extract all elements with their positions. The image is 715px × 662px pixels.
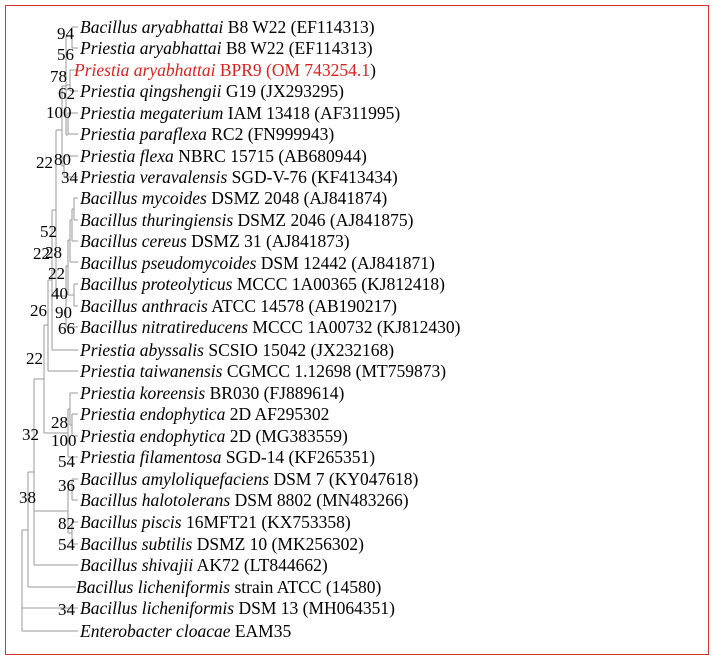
bootstrap-value: 26: [30, 301, 47, 320]
taxon-label: [80, 598, 395, 618]
bootstrap-value: 52: [40, 222, 57, 241]
taxon-label: [80, 317, 461, 337]
bootstrap-value: 78: [50, 67, 67, 86]
taxon-detail: B8 W22 (EF114313): [221, 38, 373, 58]
taxon-detail: SGD-V-76 (KF413434): [227, 167, 398, 187]
taxon-label: [79, 103, 400, 123]
bootstrap-value: 90: [55, 303, 72, 322]
taxon-species: Priestia filamentosa: [80, 447, 222, 467]
bootstrap-value: 82: [58, 514, 75, 533]
bootstrap-value: 22: [48, 264, 65, 283]
bootstrap-value: 28: [51, 413, 68, 432]
taxon-detail: CGMCC 1.12698 (MT759873): [222, 361, 447, 381]
taxon-detail: G19 (JX293295): [221, 81, 344, 101]
taxon-species: Bacillus licheniformis: [80, 598, 235, 618]
taxon-species: Bacillus pseudomycoides: [80, 253, 257, 273]
taxon-label: [79, 146, 367, 166]
taxon-detail: BR030 (FJ889614): [205, 383, 345, 403]
taxon-species: Priestia endophytica: [80, 404, 226, 424]
bootstrap-value: 66: [58, 319, 75, 338]
taxon-label: [79, 447, 375, 467]
taxon-species: Priestia taiwanensis: [80, 361, 223, 381]
bootstrap-value: 32: [22, 425, 39, 444]
taxon-detail: EAM35: [230, 621, 292, 641]
taxon-species: Bacillus piscis: [80, 512, 182, 532]
bootstrap-value: 94: [57, 24, 74, 43]
bootstrap-value: 34: [61, 168, 78, 187]
taxon-label: [73, 60, 376, 80]
taxon-detail: DSMZ 2046 (AJ841875): [233, 210, 414, 230]
taxon-species: Priestia aryabhattai: [74, 60, 216, 80]
taxon-species: Priestia flexa: [80, 146, 174, 166]
bootstrap-value: 54: [58, 452, 75, 471]
bootstrap-value: 62: [58, 84, 75, 103]
bootstrap-value: 22: [36, 153, 53, 172]
bootstrap-value: 56: [57, 45, 74, 64]
taxon-label: [79, 361, 446, 381]
taxon-species: Bacillus mycoides: [80, 188, 207, 208]
taxon-label: [79, 340, 394, 360]
taxon-label: [80, 17, 375, 37]
taxon-label: [79, 38, 373, 58]
taxon-detail: NBRC 15715 (AB680944): [173, 146, 367, 166]
bootstrap-value: 40: [51, 284, 68, 303]
bootstrap-value: 22: [26, 349, 43, 368]
bootstrap-value: 100: [46, 103, 72, 122]
taxon-label: [80, 274, 445, 294]
taxon-label: [79, 383, 344, 403]
taxon-detail: DSM 12442 (AJ841871): [256, 253, 435, 273]
taxon-species: Enterobacter cloacae: [80, 621, 231, 641]
taxon-species: Bacillus halotolerans: [80, 490, 231, 510]
taxon-label: [79, 167, 398, 187]
bootstrap-value: 38: [19, 488, 36, 507]
taxon-label: [80, 210, 414, 230]
taxon-species: Priestia endophytica: [80, 426, 226, 446]
taxon-species: Priestia qingshengii: [80, 81, 222, 101]
taxon-species: Bacillus shivajii: [80, 555, 194, 575]
taxon-detail: DSMZ 31 (AJ841873): [186, 231, 350, 251]
taxon-detail: SCSIO 15042 (JX232168): [203, 340, 395, 360]
taxon-label: [79, 404, 329, 424]
taxon-detail: B8 W22 (EF114313): [223, 17, 375, 37]
bootstrap-value: 36: [58, 476, 75, 495]
taxon-detail: DSM 7 (KY047618): [269, 469, 419, 489]
taxon-species: Bacillus proteolyticus: [80, 274, 233, 294]
taxon-label: [80, 188, 387, 208]
taxon-detail: SGD-14 (KF265351): [221, 447, 376, 467]
taxon-species: Bacillus aryabhattai: [80, 17, 224, 37]
taxon-species: Bacillus thuringiensis: [80, 210, 234, 230]
taxon-detail: AK72 (LT844662): [193, 555, 328, 575]
taxon-detail: 2D (MG383559): [225, 426, 348, 446]
taxon-detail: BPR9 (OM 743254.1: [215, 60, 371, 80]
taxon-species: Priestia megaterium: [80, 103, 224, 123]
taxon-label: [80, 555, 328, 575]
taxon-species: Priestia abyssalis: [80, 340, 204, 360]
taxon-label: [80, 231, 350, 251]
taxon-species: Bacillus subtilis: [80, 534, 193, 554]
bootstrap-value: 54: [58, 535, 75, 554]
taxon-detail: RC2 (FN999943): [206, 124, 335, 144]
taxon-detail: DSM 13 (MH064351): [234, 598, 396, 618]
taxon-label: [80, 534, 364, 554]
taxon-detail: IAM 13418 (AF311995): [223, 103, 401, 123]
taxon-species: Priestia koreensis: [80, 383, 206, 403]
taxon-label: [79, 124, 334, 144]
taxon-detail: DSMZ 10 (MK256302): [192, 534, 364, 554]
taxon-detail: 2D AF295302: [225, 404, 330, 424]
taxon-species: Priestia aryabhattai: [80, 38, 222, 58]
bootstrap-value: 34: [58, 600, 75, 619]
taxon-labels: [73, 17, 461, 641]
taxon-detail: strain ATCC (14580): [230, 577, 382, 597]
taxon-label: [80, 253, 435, 273]
taxon-detail: MCCC 1A00365 (KJ812418): [232, 274, 445, 294]
taxon-detail: DSMZ 2048 (AJ841874): [206, 188, 388, 208]
taxon-label: [79, 81, 344, 101]
taxon-detail: DSM 8802 (MN483266): [230, 490, 409, 510]
bootstrap-value: 28: [45, 243, 62, 262]
taxon-label: [79, 621, 291, 641]
taxon-species: Bacillus amyloliquefaciens: [80, 469, 270, 489]
bootstrap-value: 80: [54, 150, 71, 169]
taxon-label: [79, 426, 348, 446]
taxon-detail: MCCC 1A00732 (KJ812430): [248, 317, 461, 337]
taxon-species: Priestia veravalensis: [80, 167, 228, 187]
taxon-species: Bacillus nitratireducens: [80, 317, 249, 337]
bootstrap-value: 22: [33, 244, 50, 263]
taxon-label: [76, 577, 381, 597]
taxon-species: Bacillus anthracis: [80, 296, 208, 316]
taxon-suffix: ): [370, 60, 376, 80]
taxon-label: [80, 490, 409, 510]
taxon-detail: 16MFT21 (KX753358): [181, 512, 351, 532]
taxon-label: [80, 296, 397, 316]
bootstrap-value: 100: [51, 431, 77, 450]
taxon-species: Bacillus cereus: [80, 231, 187, 251]
taxon-detail: ATCC 14578 (AB190217): [207, 296, 397, 316]
taxon-species: Bacillus licheniformis: [76, 577, 231, 597]
taxon-label: [80, 512, 351, 532]
taxon-species: Priestia paraflexa: [80, 124, 207, 144]
taxon-label: [80, 469, 418, 489]
